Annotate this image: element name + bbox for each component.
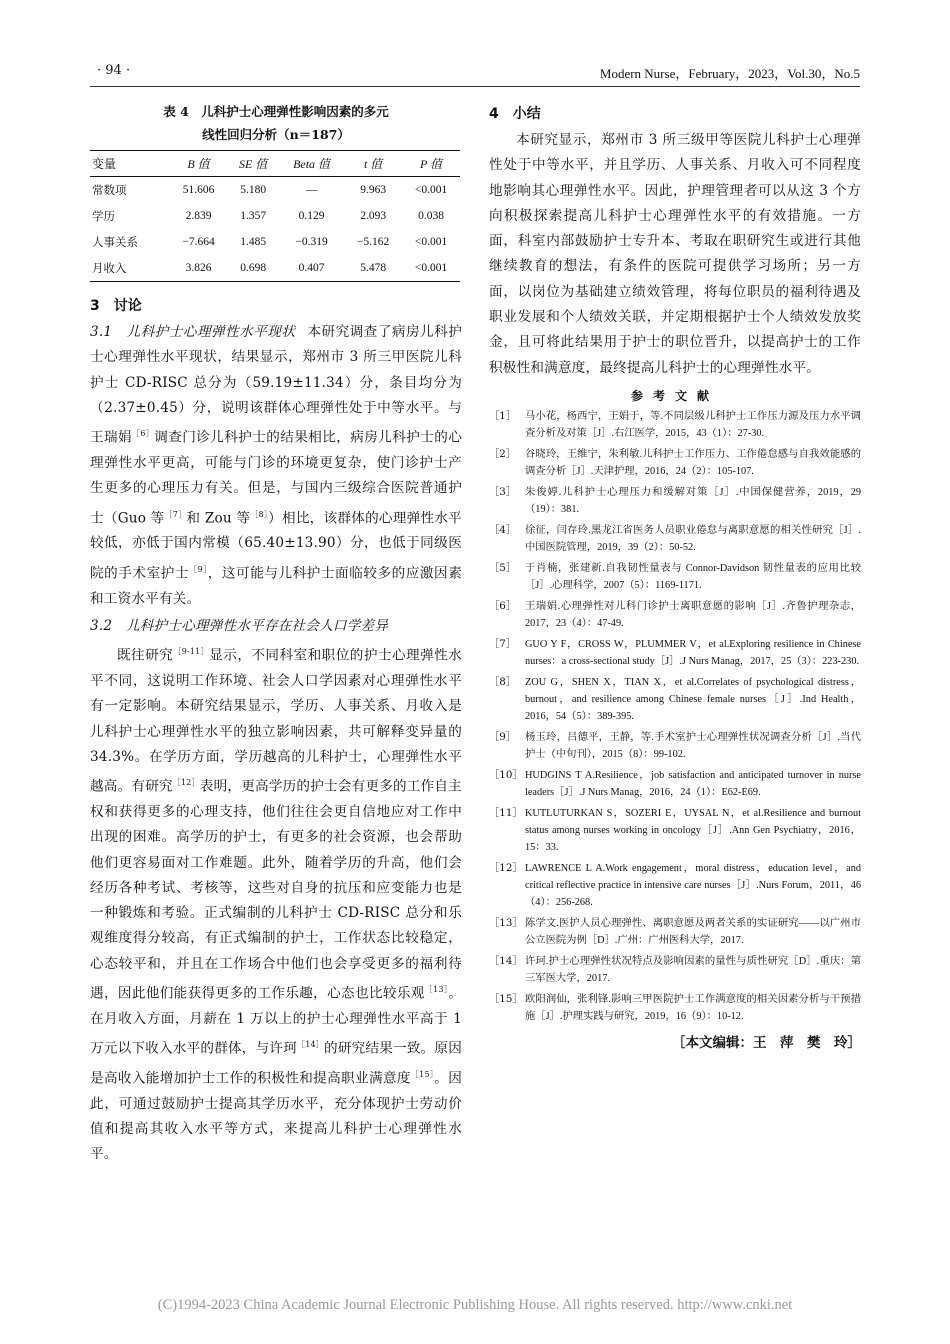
body-text: 。在月收入方面，月薪在 1 万以上的护士心理弹性水平高于 1 万元以下收入水平的群体，与许珂 xyxy=(90,985,462,1057)
subsection-heading-3-2 xyxy=(90,614,462,639)
table-cell: 学历 xyxy=(92,209,115,223)
reference-item xyxy=(489,915,861,949)
subsection-heading-3-1: 3.1 儿科护士心理弹性水平现状 xyxy=(90,324,296,340)
reference-item xyxy=(489,805,861,856)
table-cell: — xyxy=(305,184,318,196)
reference-item xyxy=(489,522,861,556)
col-header: SE 值 xyxy=(227,151,278,177)
citation: ［8］ xyxy=(250,509,269,519)
body-text: 显示，不同科室和职位的护士心理弹性水平不同，这说明工作环境、社会人口学因素对心理弹性水平有一定影响。本研究结果显示，学历、人事关系、月收入是儿科护士心理弹性水平的独立影响因素，共可解释变异量的 34.3%。在学历方面，学历越高的儿科护士，心理弹性水平越高。有研究 xyxy=(90,647,462,795)
reference-text: KUTLUTURKAN S，SOZERI E，UYSAL N，et al.Resilience and burnout status among nurses working in oncology［J］.Ann Gen Psychiatry，2016，15：33. xyxy=(525,807,861,853)
table-cell: 人事关系 xyxy=(92,235,138,249)
body-text: 。因此，可通过鼓励护士提高其学历水平，充分体现护士劳动价值和提高其收入水平等方式，来提高儿科护士心理弹性水平。 xyxy=(90,1070,462,1163)
table-title-line1: 表 4 儿科护士心理弹性影响因素的多元 xyxy=(163,104,389,119)
reference-item xyxy=(489,729,861,763)
reference-number: ［4］ xyxy=(489,523,517,536)
reference-item xyxy=(489,636,861,670)
body-text: 调查门诊儿科护士的结果相比，病房儿科护士的心理弹性水平更高，可能与门诊的环境更复杂，使门诊护士产生更多的心理压力有关。但是，与国内三级综合医院普通护士（Guo 等 xyxy=(90,429,462,527)
table-cell: 0.407 xyxy=(279,255,344,282)
copyright-footer: (C)1994-2023 China Academic Journal Electronic Publishing House. All rights reserved. http://www.cnki.net xyxy=(157,1297,793,1313)
table-cell: 2.093 xyxy=(360,210,387,222)
reference-text: 朱俊婷.儿科护士心理压力和缓解对策［J］.中国保健营养，2019，29（19）：381. xyxy=(525,486,861,515)
reference-item xyxy=(489,767,861,801)
table-cell: 9.963 xyxy=(360,184,387,196)
reference-number: ［11］ xyxy=(489,806,523,819)
table-title-line2: 线性回归分析（n＝187） xyxy=(202,127,350,142)
reference-item xyxy=(489,484,861,518)
reference-text: 于肖楠，张建新.自我韧性量表与 Connor-Davidson 韧性量表的应用比较［J］.心理科学，2007（5）：1169-1171. xyxy=(525,562,861,591)
citation: ［9］ xyxy=(189,564,208,574)
table-cell: 常数项 xyxy=(92,183,127,197)
body-text: ）相比，该群体的心理弹性水平较低，亦低于国内常模（65.40±13.90）分，也低于同级医院的手术室护士 xyxy=(90,510,462,582)
reference-text: 王瑞娟.心理弹性对儿科门诊护士离职意愿的影响［J］.齐鲁护理杂志，2017，23（4）：47-49. xyxy=(525,600,861,629)
reference-text: 陈学文.医护人员心理弹性、离职意愿及两者关系的实证研究——以广州市公立医院为例［D］.广州：广州医科大学，2017. xyxy=(525,917,861,946)
table-cell: 0.129 xyxy=(298,210,325,222)
reference-number: ［2］ xyxy=(489,447,517,460)
reference-text: HUDGINS T A.Resilience，job satisfaction and anticipated turnover in nurse leaders［J］.J Nurs Manag，2016，24（1）：E62-E69. xyxy=(525,769,861,798)
citation: ［7］ xyxy=(164,509,187,519)
table-cell: <0.001 xyxy=(414,184,448,196)
reference-item xyxy=(489,598,861,632)
table-cell: 1.485 xyxy=(240,236,267,248)
reference-number: ［3］ xyxy=(489,485,517,498)
table-row xyxy=(90,177,460,204)
body-text: 的研究结果一致。原因是高收入能增加护士工作的积极性和提高职业满意度 xyxy=(90,1040,463,1087)
table-cell: 0.038 xyxy=(418,210,444,222)
reference-item xyxy=(489,560,861,594)
reference-text: 徐征，闫存玲.黑龙江省医务人员职业倦怠与离职意愿的相关性研究［J］.中国医院管理，2019，39（2）：50-52. xyxy=(525,524,861,553)
page-number: · 94 · xyxy=(97,63,131,78)
col-header: Beta 值 xyxy=(279,151,344,177)
body-text: 和 Zou 等 xyxy=(186,510,251,527)
reference-text: 许珂.护士心理弹性状况特点及影响因素的量性与质性研究［D］.重庆：第三军医大学，2017. xyxy=(525,955,861,984)
reference-list xyxy=(489,408,861,1025)
citation: ［13］ xyxy=(424,985,449,995)
table-cell: <0.001 xyxy=(414,236,448,248)
reference-text: 马小花，杨西宁，王娟于，等.不同层级儿科护士工作压力源及压力水平调查分析及对策［J］.右江医学，2015，43（1）：27-30. xyxy=(525,410,861,439)
reference-item xyxy=(489,953,861,987)
journal-info: Modern Nurse，February，2023，Vol.30，No.5 xyxy=(599,66,860,81)
regression-table xyxy=(90,150,460,282)
reference-number: ［15］ xyxy=(489,992,523,1005)
table-cell: 3.826 xyxy=(170,255,228,282)
col-header: 变量 xyxy=(90,151,170,177)
table-cell: 2.839 xyxy=(185,210,212,222)
body-text: 本研究调查了病房儿科护士心理弹性水平现状，结果显示，郑州市 3 所三甲医院儿科护士 CD-RISC 总分为（59.19±11.34）分，条目均分为（2.37±0.45）分，说明该群体心理弹性处于中等水平。与王瑞娟 xyxy=(90,324,462,446)
references-title: 参考文献 xyxy=(630,388,719,403)
reference-item xyxy=(489,446,861,480)
reference-number: ［14］ xyxy=(489,954,523,967)
citation: ［6］ xyxy=(132,429,155,439)
reference-number: ［12］ xyxy=(489,861,523,874)
reference-number: ［1］ xyxy=(489,409,517,422)
table-caption xyxy=(90,100,462,146)
body-text: 表明，更高学历的护士会有更多的工作自主权和获得更多的心理支持，他们往往会更自信地应对工作中出现的困难。高学历的护士，有更多的社会资源，也会帮助他们更容易面对工作难题。此外，随着学历的升高，他们会经历各种考试、考核等，这些对自身的抗压和应变能力也是一种锻炼和考验。正式编制的儿科护士 CD-RISC 总分和乐观维度得分较高，有正式编制的护士，工作状态比较稳定，心态较平和，并且在工作场合中他们也会享受更多的福利待遇，因此他们能获得更多的工作乐趣，心态也比较乐观 xyxy=(90,778,462,1002)
table-row xyxy=(90,255,460,282)
left-column xyxy=(90,100,462,1168)
citation: ［9-11］ xyxy=(173,647,210,657)
reference-text: 杨玉玲，吕德平，王静，等.手术室护士心理弹性状况调查分析［J］.当代护士（中旬刊），2015（8）：99-102. xyxy=(525,731,861,760)
reference-item xyxy=(489,674,861,725)
section-heading-summary: 4 小结 xyxy=(489,106,541,122)
right-column xyxy=(489,100,861,1051)
section-3-1-paragraph xyxy=(90,320,462,612)
table-row xyxy=(90,203,460,229)
subsection-title: 3.2 儿科护士心理弹性水平存在社会人口学差异 xyxy=(90,617,389,634)
table-row xyxy=(90,229,460,255)
citation: ［14］ xyxy=(297,1040,325,1050)
reference-number: ［7］ xyxy=(489,637,517,650)
table-cell: <0.001 xyxy=(402,255,460,282)
col-header: B 值 xyxy=(170,151,228,177)
table-cell: −5.162 xyxy=(356,236,390,248)
body-text: ，这可能与儿科护士面临较多的应激因素和工资水平有关。 xyxy=(90,565,462,607)
table-cell: −7.664 xyxy=(182,236,215,248)
table-cell: 51.606 xyxy=(182,184,215,196)
col-header: P 值 xyxy=(402,151,460,177)
reference-number: ［9］ xyxy=(489,730,517,743)
reference-number: ［10］ xyxy=(489,768,523,781)
table-cell: 1.357 xyxy=(240,210,267,222)
reference-item xyxy=(489,408,861,442)
reference-number: ［5］ xyxy=(489,561,517,574)
reference-item xyxy=(489,860,861,911)
section-3-2-paragraph xyxy=(90,639,462,1168)
table-cell: −0.319 xyxy=(295,236,328,248)
reference-number: ［13］ xyxy=(489,916,523,929)
table-cell: 5.180 xyxy=(240,184,267,196)
reference-text: GUO Y F，CROSS W，PLUMMER V，et al.Exploring resilience in Chinese nurses：a cross-sectional study［J］.J Nurs Manag，2017，25（3）：223-230. xyxy=(525,638,861,667)
summary-paragraph: 本研究显示，郑州市 3 所三级甲等医院儿科护士心理弹性处于中等水平，并且学历、人事关系、月收入可不同程度地影响其心理弹性水平。因此，护理管理者可以从这 3 个方向积极探索提高儿科护士心理弹性水平的有效措施。一方面，科室内部鼓励护士专升本、考取在职研究生或进行其他继续教育的想法，有条件的医院可提供学习场所；另一方面，以岗位为基础建立绩效管理，将每位职员的福利待遇及职业发展和个人绩效关联，并定期根据护士个人绩效发放奖金，且可将此结果用于护士的职位晋升，以提高护士的工作积极性和满意度，最终提高儿科护士的心理弹性水平。 xyxy=(489,132,861,376)
editor-credit: ［本文编辑：王 萍 樊 玲］ xyxy=(672,1034,861,1051)
reference-text: 欧阳润仙，张利锋.影响三甲医院护士工作满意度的相关因素分析与干预措施［J］.护理实践与研究，2019，16（9）：10-12. xyxy=(525,993,861,1022)
table-cell: 0.698 xyxy=(227,255,278,282)
citation: ［15］ xyxy=(410,1070,435,1080)
reference-text: LAWRENCE L A.Work engagement，moral distress，education level，and critical reflective practice in intensive care nurses［J］.Nurs Forum，2011，46（4）：256-268. xyxy=(525,862,861,908)
header-rule xyxy=(90,86,860,87)
body-text: 既往研究 xyxy=(117,647,174,664)
table-cell: 月收入 xyxy=(90,255,170,282)
citation: ［12］ xyxy=(172,778,200,788)
reference-number: ［8］ xyxy=(489,675,517,688)
reference-number: ［6］ xyxy=(489,599,517,612)
reference-item xyxy=(489,991,861,1025)
reference-text: 谷晓玲，王维宁，朱利敏.儿科护士工作压力、工作倦怠感与自我效能感的调查分析［J］.天津护理，2016，24（2）：105-107. xyxy=(525,448,861,477)
col-header: t 值 xyxy=(344,151,402,177)
reference-text: ZOU G，SHEN X，TIAN X，et al.Correlates of psychological distress，burnout，and resilience among Chinese female nurses［J］.Ind Health，2016，54（5）：389-395. xyxy=(525,676,861,722)
table-cell: 5.478 xyxy=(344,255,402,282)
section-heading-discussion: 3 讨论 xyxy=(90,298,142,314)
